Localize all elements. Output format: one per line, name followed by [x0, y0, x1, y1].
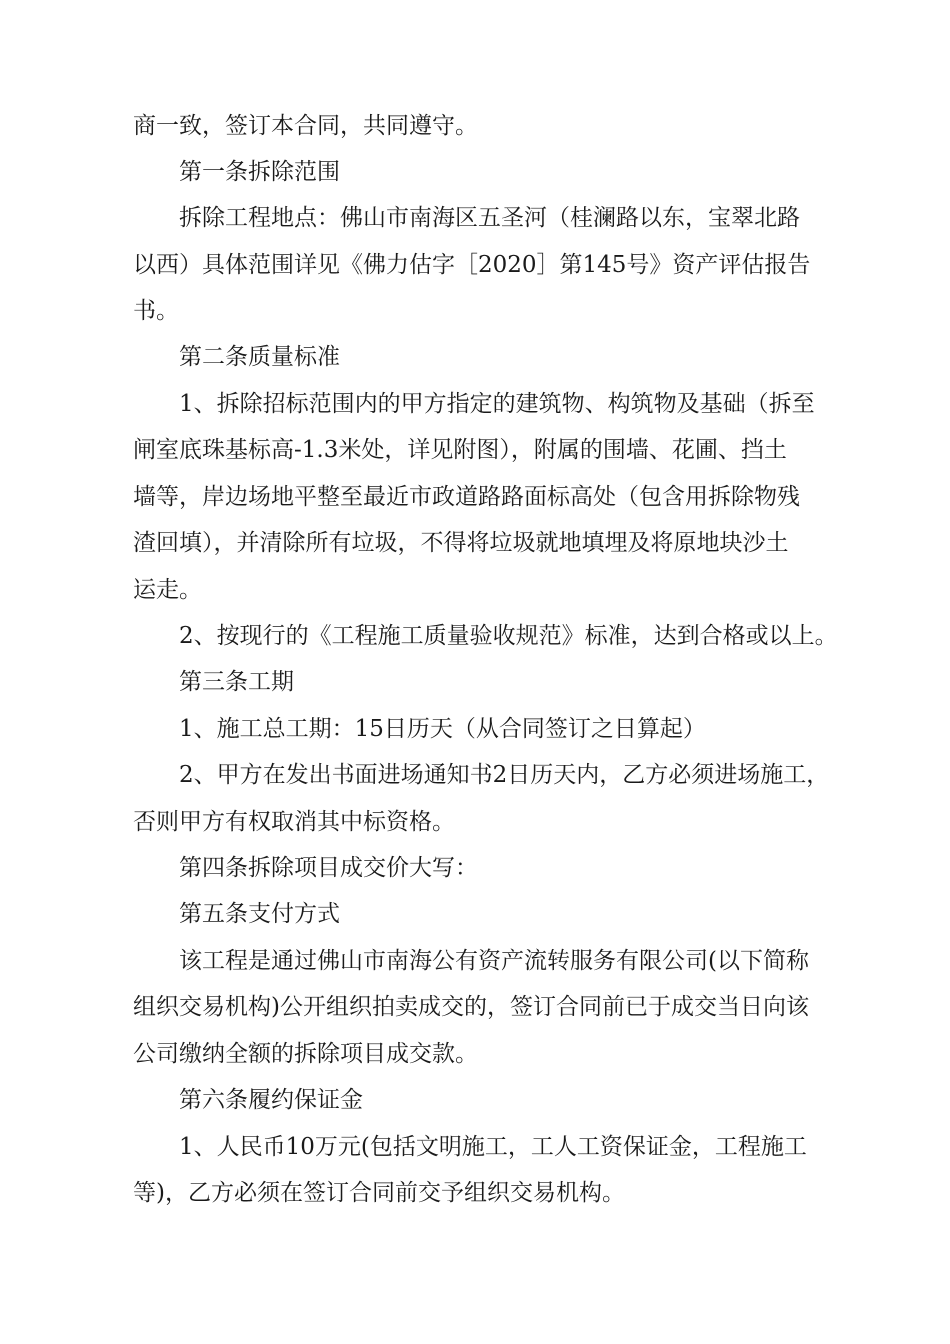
section-heading-4: 第四条拆除项目成交价大写： — [179, 855, 478, 881]
paragraph-line: 书。 — [133, 298, 179, 324]
paragraph-line: 商一致，签订本合同，共同遵守。 — [133, 113, 478, 139]
paragraph-line: 组织交易机构)公开组织拍卖成交的，签订合同前已于成交当日向该 — [133, 994, 809, 1020]
paragraph-line: 2、甲方在发出书面进场通知书2日历天内，乙方必须进场施工， — [179, 762, 830, 788]
paragraph-line: 拆除工程地点：佛山市南海区五圣河（桂澜路以东，宝翠北路 — [179, 205, 800, 231]
paragraph-line: 运走。 — [133, 577, 202, 603]
paragraph-line: 以西）具体范围详见《佛力估字［2020］第145号》资产评估报告 — [133, 252, 811, 278]
section-heading-1: 第一条拆除范围 — [179, 159, 340, 185]
paragraph-line: 否则甲方有权取消其中标资格。 — [133, 809, 455, 835]
paragraph-line: 该工程是通过佛山市南海公有资产流转服务有限公司(以下简称 — [179, 948, 809, 974]
section-heading-6: 第六条履约保证金 — [179, 1087, 363, 1113]
section-heading-5: 第五条支付方式 — [179, 901, 340, 927]
paragraph-line: 等)，乙方必须在签订合同前交予组织交易机构。 — [133, 1180, 625, 1206]
paragraph-line: 1、人民币10万元(包括文明施工，工人工资保证金，工程施工 — [179, 1134, 807, 1160]
paragraph-line: 墙等，岸边场地平整至最近市政道路路面标高处（包含用拆除物残 — [133, 484, 800, 510]
paragraph-line: 渣回填），并清除所有垃圾，不得将垃圾就地填埋及将原地块沙土 — [133, 530, 789, 556]
paragraph-line: 1、拆除招标范围内的甲方指定的建筑物、构筑物及基础（拆至 — [179, 391, 815, 417]
section-heading-2: 第二条质量标准 — [179, 344, 340, 370]
section-heading-3: 第三条工期 — [179, 669, 294, 695]
paragraph-line: 闸室底珠基标高-1.3米处，详见附图），附属的围墙、花圃、挡土 — [133, 437, 787, 463]
paragraph-line: 2、按现行的《工程施工质量验收规范》标准，达到合格或以上。 — [179, 623, 838, 649]
paragraph-line: 1、施工总工期：15日历天（从合同签订之日算起） — [179, 716, 706, 742]
paragraph-line: 公司缴纳全额的拆除项目成交款。 — [133, 1041, 478, 1067]
